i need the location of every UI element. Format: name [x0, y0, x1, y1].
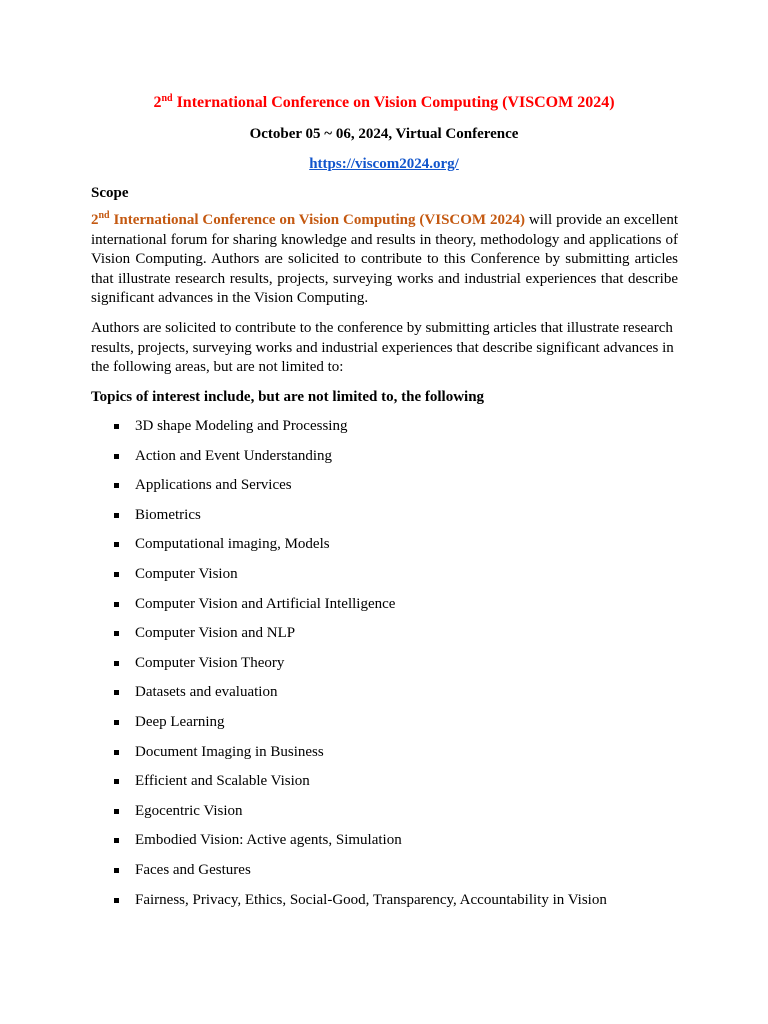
square-bullet-icon [114, 779, 119, 784]
conf-ordinal: 2 [91, 212, 99, 228]
conference-title [0, 92, 768, 114]
topic-label: Efficient and Scalable Vision [135, 773, 310, 790]
topic-label: Document Imaging in Business [135, 743, 324, 760]
topic-list-item [0, 859, 768, 889]
topic-list-item [0, 711, 768, 741]
topic-label: Biometrics [135, 506, 201, 523]
topic-label: Egocentric Vision [135, 802, 243, 819]
topic-label: Computer Vision and Artificial Intelligence [135, 595, 396, 612]
topic-label: Faces and Gestures [135, 861, 251, 878]
scope-paragraph-1-text: will provide an excellent international forum for sharing knowledge and results in theory, methodology and applications of Vision Computing. Authors are solicited to contribute to this Conference by submitting articles that illustrate research results, projects, surveying works and industrial experiences that describe significant advances in the Vision Computing. [91, 212, 678, 306]
square-bullet-icon [114, 690, 119, 695]
topic-list-item [0, 770, 768, 800]
square-bullet-icon [114, 898, 119, 903]
conference-url-link[interactable]: https://viscom2024.org/ [309, 156, 459, 172]
square-bullet-icon [114, 602, 119, 607]
square-bullet-icon [114, 542, 119, 547]
topic-list-item [0, 563, 768, 593]
conf-name-text: International Conference on Vision Computing (VISCOM 2024) [109, 212, 525, 228]
topic-list-item [0, 415, 768, 445]
title-ordinal-suffix: nd [161, 93, 173, 104]
title-text: International Conference on Vision Computing (VISCOM 2024) [172, 94, 615, 111]
square-bullet-icon [114, 454, 119, 459]
title-ordinal: 2 [153, 94, 162, 111]
topic-list-item [0, 474, 768, 504]
topic-list-item [0, 829, 768, 859]
square-bullet-icon [114, 513, 119, 518]
topic-label: Embodied Vision: Active agents, Simulation [135, 832, 402, 849]
topic-label: Applications and Services [135, 477, 292, 494]
square-bullet-icon [114, 424, 119, 429]
topic-list-item [0, 622, 768, 652]
topic-list-item [0, 800, 768, 830]
conference-url-line [0, 153, 768, 175]
topic-label: Computer Vision and NLP [135, 625, 296, 642]
topic-label: Datasets and evaluation [135, 684, 278, 701]
topic-label: Deep Learning [135, 713, 225, 730]
scope-heading: Scope [91, 185, 129, 201]
square-bullet-icon [114, 661, 119, 666]
topic-list-item [0, 681, 768, 711]
topic-list-item [0, 445, 768, 475]
topic-list-item [0, 504, 768, 534]
square-bullet-icon [114, 631, 119, 636]
topics-list [0, 415, 768, 918]
topic-label: Action and Event Understanding [135, 447, 333, 464]
topic-list-item [0, 652, 768, 682]
scope-paragraph-1 [91, 211, 678, 309]
square-bullet-icon [114, 809, 119, 814]
square-bullet-icon [114, 750, 119, 755]
conference-dates: October 05 ~ 06, 2024, Virtual Conference [249, 126, 519, 142]
topic-list-item [0, 533, 768, 563]
topic-label: 3D shape Modeling and Processing [135, 418, 348, 434]
square-bullet-icon [114, 868, 119, 873]
square-bullet-icon [114, 838, 119, 843]
topic-label: Computational imaging, Models [135, 536, 330, 553]
square-bullet-icon [114, 572, 119, 577]
square-bullet-icon [114, 483, 119, 488]
square-bullet-icon [114, 720, 119, 725]
topic-label: Computer Vision Theory [135, 654, 285, 671]
topic-list-item [0, 889, 768, 919]
topics-heading: Topics of interest include, but are not limited to, the following [91, 389, 485, 405]
topic-label: Fairness, Privacy, Ethics, Social-Good, Transparency, Accountability in Vision [135, 891, 607, 908]
conference-name-inline [91, 212, 525, 228]
conf-ordinal-suffix: nd [98, 210, 110, 221]
topic-list-item [0, 593, 768, 623]
topic-label: Computer Vision [135, 565, 238, 582]
scope-paragraph-2: Authors are solicited to contribute to the conference by submitting articles that illustrate research results, projects, surveying works and industrial experiences that describe significant advances in the following areas, but are not limited to: [91, 320, 674, 375]
topic-list-item [0, 741, 768, 771]
